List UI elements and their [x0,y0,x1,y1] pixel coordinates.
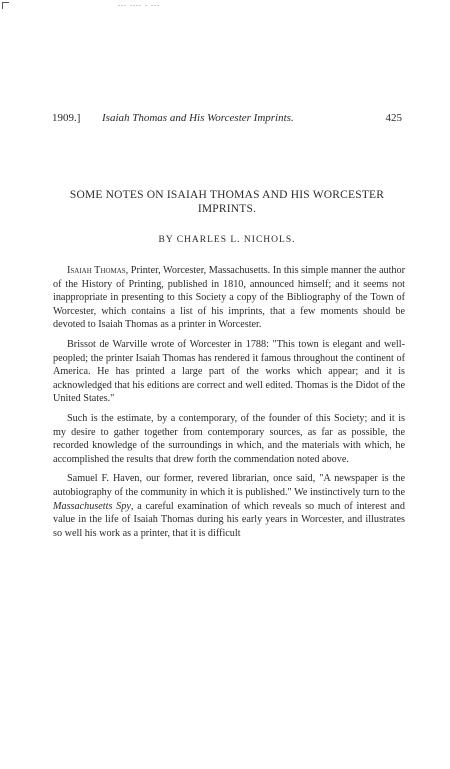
paragraph-text: Brissot de Warville wrote of Worcester in 1788: "This town is elegant and well-peopled; the printer Isaiah Thomas has rendered it famous throughout the continent of America. He has printed a large part of the works which appear; and it is acknowledged that his editions are correct and well edited. Thomas is the Didot of the United States." [53,338,405,405]
paragraph-lead: Isaiah Thomas, [67,265,129,276]
cropped-previous-line: ... .... . ... [118,0,160,8]
paragraph-3 [53,412,405,466]
paragraph-text: Such is the estimate, by a contemporary, of the founder of this Society; and it is my desire to gather together from contemporary sources, as far as possible, the recorded knowledge of the surroundings in which, and the materials with which, he accomplished the results that drew forth the commendation noted above. [53,412,405,465]
paragraph-text: Samuel F. Haven, our former, revered librarian, once said, "A newspaper is the autobiography of the community in which it is published." We instinctively turn to the [53,473,405,498]
running-header [52,110,402,126]
paragraph-text: , a careful examination of which reveals so much of interest and value in the life of Isaiah Thomas during his early years in Worcester, and illustrates so well his work as a printer, that it is difficult [53,500,405,539]
paragraph-2 [53,338,405,406]
article-title: SOME NOTES ON ISAIAH THOMAS AND HIS WORCESTER IMPRINTS. [69,189,385,215]
running-title: Isaiah Thomas and His Worcester Imprints. [102,112,294,124]
paragraph-4 [53,472,405,540]
page-number: 425 [385,112,402,124]
page-corner-mark [2,2,9,9]
article-body [53,264,405,546]
header-year: 1909.] [52,112,81,124]
article-byline: BY CHARLES L. NICHOLS. [158,235,296,245]
newspaper-title: Massachusetts Spy [53,500,131,512]
paragraph-text: Printer, Worcester, Massachusetts. In this simple manner the author of the History of Printing, published in 1810, announced himself; and it seems not inappropriate in presenting to this Society a copy of the Bibliography of the Town of Worcester, which contains a list of his imprints, that a few moments should be devoted to Isaiah Thomas as a printer in Worcester. [53,265,405,331]
paragraph-1 [53,264,405,332]
